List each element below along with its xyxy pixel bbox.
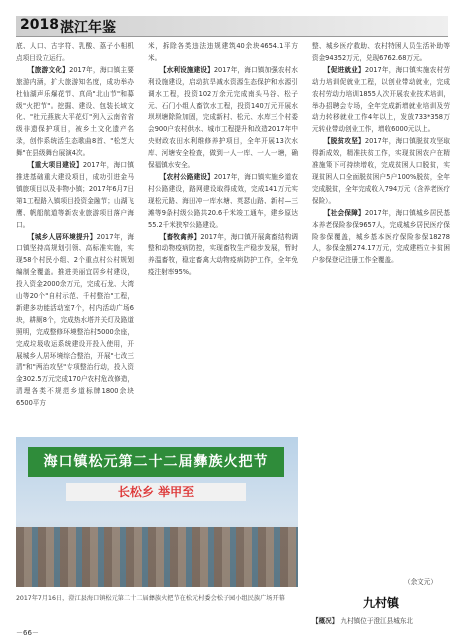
photo-banner: 海口镇松元第二十二届彝族火把节 [28, 447, 284, 477]
header-rule [16, 36, 448, 37]
photo-crowd [16, 527, 298, 587]
paragraph-heading: 【水利设施建设】 [159, 65, 214, 74]
paragraph [148, 65, 298, 172]
paragraph [16, 160, 134, 231]
paragraph-heading: 【城乡人居环境提升】 [27, 232, 97, 241]
photo-caption: 2017年7月16日，澄江县海口镇松元第二十二届彝族火把节在松元村委会松子园小组民族广场开幕 [16, 595, 285, 602]
paragraph-text: 2017年，海口镇脱贫攻坚取得新成效，精准扶贫工作，实现贫困农户在精准施策下可持续增收，完成贫困人口脱贫，实现贫困人口全面脱贫困户5户100%脱贫，全年完成脱贫，全年完成收入794万元（含养老医疗保险）。 [312, 137, 451, 205]
paragraph-text: 2017年，海口镇主要旅游内涵，扩大旅游知名度，成功举办杜仙湖声乐爆花节、真尚"北山节"和募级"火把节"。挖掘、建设、包装长域文化、"杜元燕族大平花灯"列入云南省省级非遗保护项目，被乡土文化遗产名录，创作系统活生态歌曲8首、"松芝大舞"在县级舞台展演4次。 [16, 65, 135, 158]
author-signature: （余文元） [404, 578, 437, 586]
paragraph-text: 2017年，海口镇坚持高规划引领、高标准实施，实现58个村民小组、2个重点村公村规划编制全覆盖。推进美丽宜居乡村建设，投入资金2000余万元，完成石龙、大湾山等20个"自村示范、千村整治"工程，新建多功能活动室7个，村内活动广场6块，耕厕8个，完成热水塔并关灯及路道照明，完成整修环境整治村5000余座，完成垃圾收运系统建设开投入使用，开展城乡人居环境综合整治，开展"七改三清"和"两治攻坚"专项整治行动，投入资金302.5万元完成170户农村危改修造，清理各类不规范乡道标牌1800余块6500平方 [16, 232, 135, 408]
paragraph-text: 2017年，海口镇加强农村水利设施建设，启动抗旱减水资源生态保护和水源引调水工程，投资102万余元完成南头马谷、松子元、石门小组人畜饮水工程，投资140万元开展水坝坝塘除险加固，完成新村、松元、水库三个村委会900户农村供水、城市工程提升和改造2017年中央财政农田水利维修养护项目，全年开展13次水库、河塘安全检查，做到一人一库、一人一塘，确保福镇水安全。 [148, 65, 299, 170]
paragraph [312, 65, 450, 136]
paragraph-text: 2017年，海口镇开展禽畜结构调整和动物疫病防控，实现畜牧生产稳步发展，暂时养温畜牧，稳定畜禽大动物疫病防护工作，全年免疫注射率95%。 [148, 232, 299, 277]
section-intro-text: 九村镇位于澄江县城东北 [340, 617, 414, 625]
photo-banner-sub: 长松乡 举甲至 [66, 483, 246, 501]
yearbook-title: 湛江年鉴 [60, 20, 116, 36]
paragraph-heading: 【脱贫攻坚】 [323, 137, 365, 146]
text-column-2 [148, 41, 298, 279]
paragraph-text: 2017年，海口镇实施乡道农村公路建设，路网建设取得成效，完成141万元实现松元路、海田冲一库水塘、英瑟山路、新村—三滩等9条村级公路共20.6千米竣工通车，建乡原达55.2千米狭窄公路建设。 [148, 172, 299, 229]
paragraph: 底、人口、古字符、乳酸、荔子小相机点项目设立运行。 [16, 42, 134, 62]
paragraph [16, 65, 134, 160]
paragraph [312, 208, 450, 268]
section-intro-heading: 【概况】 [312, 617, 339, 625]
paragraph-text: 2017年，海口镇实施农村劳动力培训促就业工程，以创业带动就业，完成农村劳动力培训1855人次开展农业技术培训，举办招聘会专场，全年完成新增就业培训及劳动力转移就业工作4年以上，发放733*358万元转业带动创业工作，增收6000元以上。 [312, 65, 451, 134]
paragraph: 米，拆除各类违法违规建筑40余块4654.1平方米。 [148, 42, 298, 62]
paragraph-heading: 【畜牧禽养】 [159, 232, 201, 241]
paragraph-heading: 【社会保障】 [323, 208, 365, 217]
paragraph-heading: 【重大项目建设】 [27, 161, 83, 170]
page-number: －66－ [16, 629, 39, 637]
paragraph-text: 2017年，海口镇推进基础重大建设项目，成功引进金马镇旅项目以及非物小镇；2017年6月7日第1工程路入镇项目投资金融节；山湖飞鹰、帆船航道等新农业旅游项目落户海口。 [16, 161, 135, 229]
paragraph-heading: 【旅游文化】 [27, 65, 70, 74]
paragraph: 整、城乡医疗救助、农村特困人员生活补助等资金94352万元，兑现6762.68万元。 [312, 42, 450, 62]
paragraph-text: 2017年，海口镇城乡居民基本养老保险参保9657人，完成城乡居民医疗保险参保覆盖，城乡基本医疗保险参保18278人，参保金额274.17万元，完成建档立卡贫困户参保登记注册工作全覆盖。 [312, 208, 451, 265]
paragraph [148, 172, 298, 232]
paragraph-heading: 【农村公路建设】 [159, 172, 214, 181]
section-title: 九村镇 [362, 596, 399, 610]
section-intro [312, 616, 450, 627]
text-column-3 [312, 41, 450, 267]
paragraph [148, 232, 298, 280]
paragraph [16, 232, 134, 411]
paragraph-heading: 【促进就业】 [323, 65, 365, 74]
text-column-1 [16, 41, 134, 410]
page-header [0, 16, 468, 36]
festival-photo [16, 437, 298, 587]
paragraph [312, 136, 450, 207]
yearbook-year: 2018 [20, 17, 59, 33]
